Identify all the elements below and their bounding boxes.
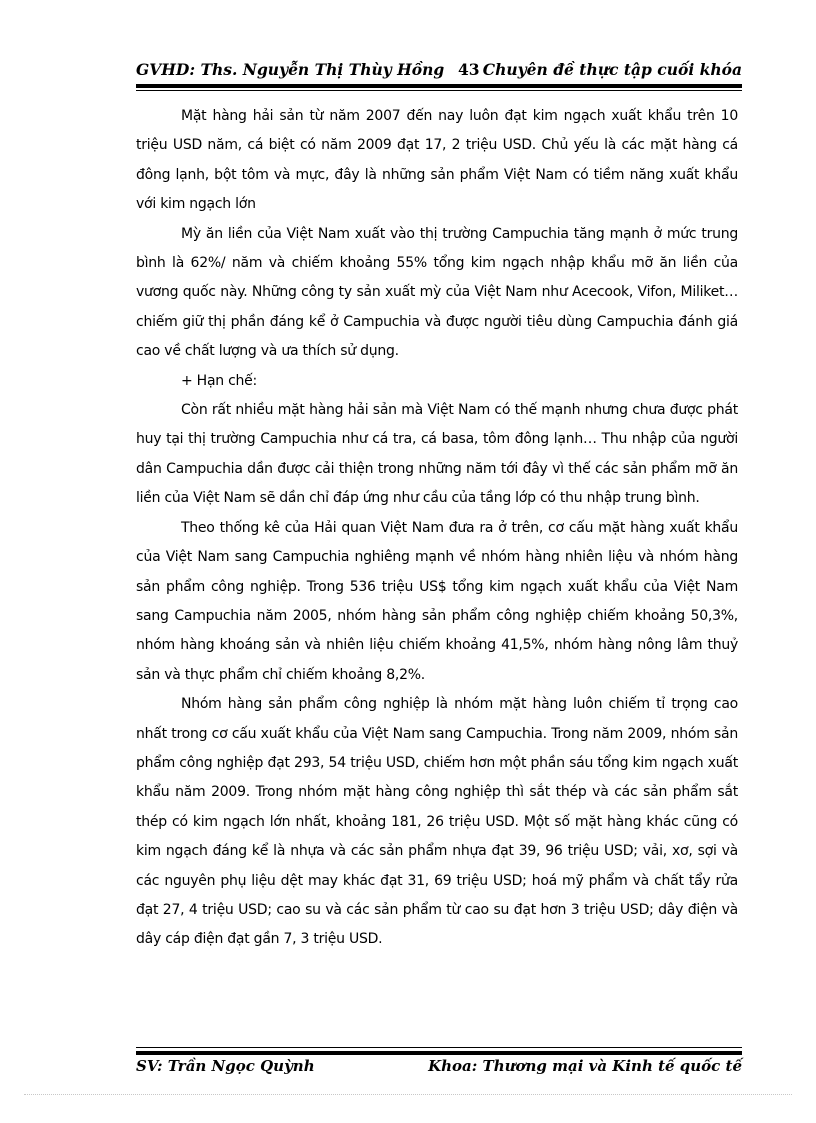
page-header [136,56,742,86]
paragraph: Mặt hàng hải sản từ năm 2007 đến nay luôn đạt kim ngạch xuất khẩu trên 10 triệu USD năm, cá biệt có năm 2009 đạt 17, 2 triệu USD. Chủ yếu là các mặt hàng cá đông lạnh, bột tôm và mực, đây là những sản phẩm Việt Nam có tiềm năng xuất khẩu với kim ngạch lớn [136,108,738,213]
header-advisor: GVHD: Ths. Nguyễn Thị Thùy Hồng [136,60,445,79]
footer-rule-thick [136,1051,742,1055]
header-title: Chuyên đề thực tập cuối khóa [482,60,742,79]
header-rule-thick [136,84,742,88]
paragraph: Mỳ ăn liền của Việt Nam xuất vào thị trường Campuchia tăng mạnh ở mức trung bình là 62%/ năm và chiếm khoảng 55% tổng kim ngạch nhập khẩu mỡ ăn liền của vương quốc này. Những công ty sản xuất mỳ của Việt Nam như Acecook, Vifon, Miliket… chiếm giữ thị phần đáng kể ở Campuchia và được người tiêu dùng Campuchia đánh giá cao về chất lượng và ưa thích sử dụng. [136,225,738,360]
paragraph: Còn rất nhiều mặt hàng hải sản mà Việt Nam có thế mạnh nhưng chưa được phát huy tại thị trường Campuchia như cá tra, cá basa, tôm đông lạnh… Thu nhập của người dân Campuchia dần được cải thiện trong những năm tới đây vì thế các sản phẩm mỡ ăn liền của Việt Nam sẽ dần chỉ đáp ứng như cầu của tầng lớp có thu nhập trung bình. [136,402,738,507]
footer-faculty: Khoa: Thương mại và Kinh tế quốc tế [428,1057,742,1075]
footer-student: SV: Trần Ngọc Quỳnh [136,1057,315,1075]
paragraph: Theo thống kê của Hải quan Việt Nam đưa ra ở trên, cơ cấu mặt hàng xuất khẩu của Việt Nam sang Campuchia nghiêng mạnh về nhóm hàng nhiên liệu và nhóm hàng sản phẩm công nghiệp. Trong 536 triệu US$ tổng kim ngạch xuất khẩu của Việt Nam sang Campuchia năm 2005, nhóm hàng sản phẩm công nghiệp chiếm khoảng 50,3%, nhóm hàng khoáng sản và nhiên liệu chiếm khoảng 41,5%, nhóm hàng nông lâm thuỷ sản và thực phẩm chỉ chiếm khoảng 8,2%. [136,519,738,683]
header-rule-thin [136,90,742,91]
body-text [136,102,738,955]
page-footer [136,1057,742,1081]
paragraph: Nhóm hàng sản phẩm công nghiệp là nhóm mặt hàng luôn chiếm tỉ trọng cao nhất trong cơ cấu xuất khẩu của Việt Nam sang Campuchia. Trong năm 2009, nhóm sản phẩm công nghiệp đạt 293, 54 triệu USD, chiếm hơn một phần sáu tổng kim ngạch xuất khẩu năm 2009. Trong nhóm mặt hàng công nghiệp thì sắt thép và các sản phẩm sắt thép có kim ngạch lớn nhất, khoảng 181, 26 triệu USD. Một số mặt hàng khác cũng có kim ngạch đáng kể là nhựa và các sản phẩm nhựa đạt 39, 96 triệu USD; vải, xơ, sợi và các nguyên phụ liệu dệt may khác đạt 31, 69 triệu USD; hoá mỹ phẩm và chất tẩy rửa đạt 27, 4 triệu USD; cao su và các sản phẩm từ cao su đạt hơn 3 triệu USD; dây điện và dây cáp điện đạt gần 7, 3 triệu USD. [136,696,738,948]
page-boundary-line [24,1094,792,1095]
page-number: 43 [458,60,480,79]
footer-rule-thin [136,1047,742,1048]
paragraph: + Hạn chế: [181,372,258,389]
